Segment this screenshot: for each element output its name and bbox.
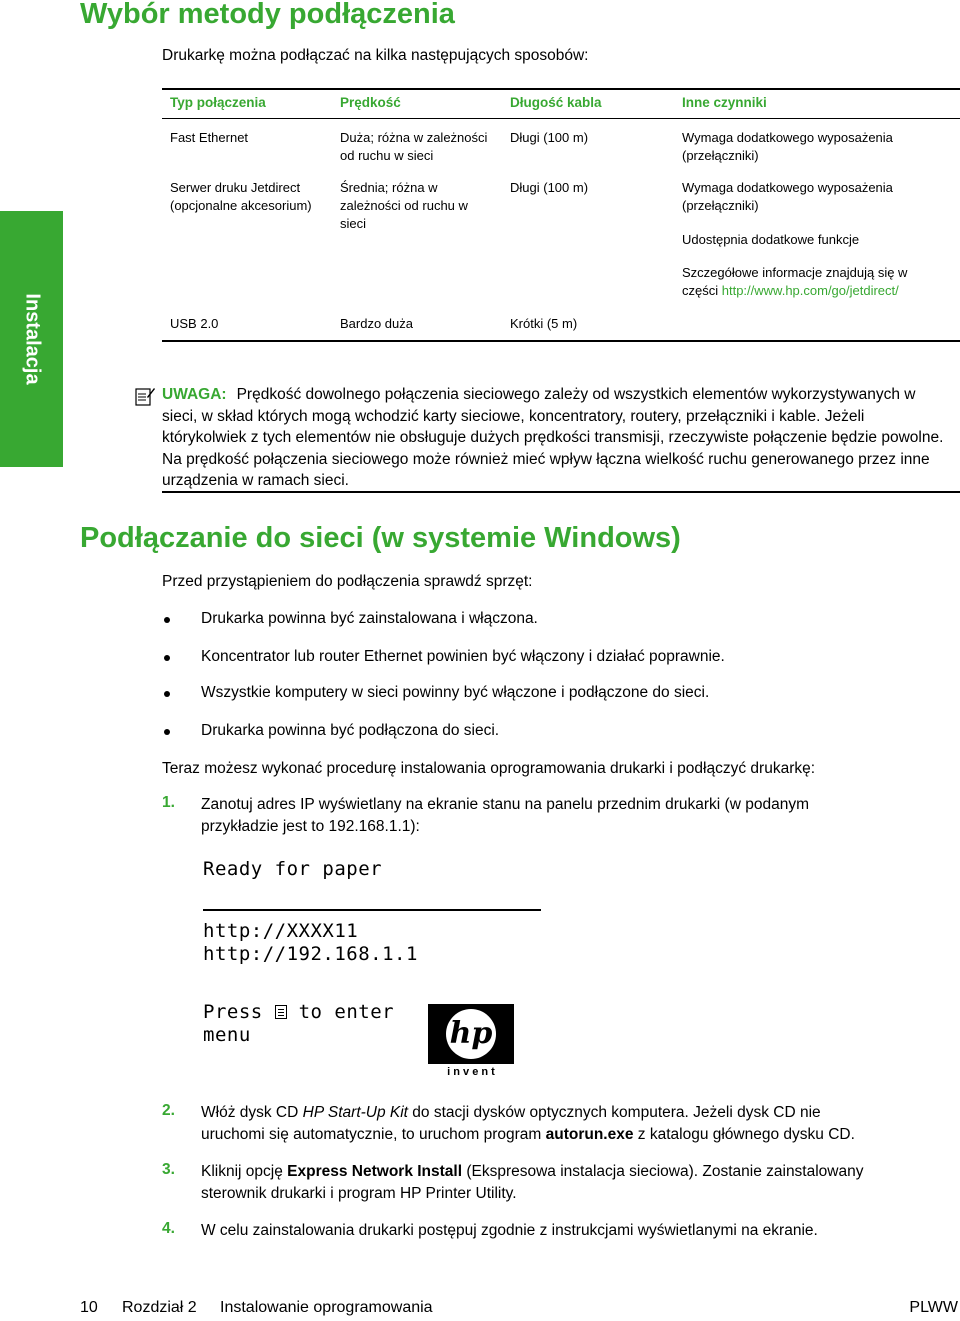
bullet-item: Drukarka powinna być podłączona do sieci. <box>201 722 500 739</box>
bullet-item: Wszystkie komputery w sieci powinny być włączone i podłączone do sieci. <box>201 684 710 701</box>
side-tab-label: Instalacja <box>21 293 43 385</box>
footer-chapter-title: Instalowanie oprogramowania <box>220 1299 433 1316</box>
step-2-italic: HP Start-Up Kit <box>302 1104 408 1121</box>
step-1-line2: przykładzie jest to 192.168.1.1): <box>201 818 420 835</box>
table-header <box>162 88 960 118</box>
step-1-text <box>201 794 809 838</box>
page-title: Wybór metody podłączenia <box>80 0 455 30</box>
step-3-mid: (Ekspresowa instalacja sieciowa). Zostanie zainstalowany <box>462 1163 864 1180</box>
row3-type: USB 2.0 <box>170 316 219 331</box>
row3-cable: Krótki (5 m) <box>510 316 578 331</box>
row2-speed: Średnia; różna w zależności od ruchu w sieci <box>340 180 468 231</box>
lcd-line-status: Ready for paper <box>203 858 383 880</box>
bullet-dot <box>164 691 170 697</box>
step-1-line1: Zanotuj adres IP wyświetlany na ekranie stanu na panelu przednim drukarki (w podanym <box>201 796 809 813</box>
hp-logo <box>428 1004 514 1082</box>
footer-page-number: 10 <box>80 1299 98 1316</box>
note-text: Prędkość dowolnego połączenia sieciowego zależy od wszystkich elementów wykorzystywanych w sieci, w skład których mogą wchodzić karty sieciowe, koncentratory, routery, przełączniki i kable. Jeżeli którykolwiek z tych elementów nie obsługuje dużych prędkości transmisji, rzeczywiste połączenie będzie powolne. Na prędkość połączenia sieciowego może również mieć wpływ łączna wielkość ruchu generowanego przez inne urządzenia w ramach sieci. <box>162 386 944 489</box>
row2-other-features: Udostępnia dodatkowe funkcje <box>682 232 860 247</box>
step-2-line2b: z katalogu głównego dysku CD. <box>633 1126 855 1143</box>
section-intro: Przed przystąpieniem do podłączenia sprawdź sprzęt: <box>162 573 533 590</box>
bullet-item: Drukarka powinna być zainstalowana i włączona. <box>201 610 538 627</box>
step-2-text <box>201 1102 855 1146</box>
table-header-rule <box>162 118 960 119</box>
note-rule <box>162 491 960 493</box>
intro-text: Drukarkę można podłączać na kilka następujących sposobów: <box>162 47 589 64</box>
step-3-text <box>201 1161 864 1205</box>
bullet-dot <box>164 655 170 661</box>
step-3-pre: Kliknij opcję <box>201 1163 288 1180</box>
step-number: 1. <box>162 794 175 811</box>
lcd-line-press <box>203 1001 394 1023</box>
table-bottom-rule <box>162 340 960 342</box>
row2-type: Serwer druku Jetdirect (opcjonalne akcesorium) <box>170 180 312 213</box>
step-3-line2: sterownik drukarki i program HP Printer Utility. <box>201 1185 517 1202</box>
lcd-line-url1: http://XXXX11 <box>203 920 359 942</box>
bullet-item: Koncentrator lub router Ethernet powinien być włączony i działać poprawnie. <box>201 648 725 665</box>
step-4-text: W celu zainstalowania drukarki postępuj zgodnie z instrukcjami wyświetlanymi na ekranie. <box>201 1222 818 1239</box>
lcd-divider <box>203 909 541 911</box>
row1-cable: Długi (100 m) <box>510 130 589 145</box>
jetdirect-link[interactable]: http://www.hp.com/go/jetdirect/ <box>721 283 899 298</box>
step-2-mid: do stacji dysków optycznych komputera. Jeżeli dysk CD nie <box>408 1104 821 1121</box>
step-number: 2. <box>162 1102 175 1119</box>
footer-chapter: Rozdział 2 <box>122 1299 197 1316</box>
row2-other-details <box>682 264 942 300</box>
section-title: Podłączanie do sieci (w systemie Windows) <box>80 522 681 554</box>
step-2-pre: Włóż dysk CD <box>201 1104 303 1121</box>
row3-speed: Bardzo duża <box>340 316 413 331</box>
step-3-bold: Express Network Install <box>287 1163 463 1180</box>
hp-logo-text: hp <box>449 1016 493 1051</box>
row1-other: Wymaga dodatkowego wyposażenia (przełączniki) <box>682 130 893 163</box>
step-3-line1 <box>201 1161 864 1183</box>
step-2-line2 <box>201 1124 855 1146</box>
lcd-line-menu: menu <box>203 1024 251 1046</box>
side-tab <box>0 211 63 467</box>
table-header-cable: Długość kabla <box>510 95 602 110</box>
table-header-speed: Prędkość <box>340 95 401 110</box>
row1-type: Fast Ethernet <box>170 130 249 145</box>
row2-other: Wymaga dodatkowego wyposażenia (przełączniki) <box>682 180 893 213</box>
table-header-type: Typ połączenia <box>170 95 266 110</box>
table-header-other: Inne czynniki <box>682 95 767 110</box>
row2-details-text: Szczegółowe informacje znajdują się w części <box>682 265 908 298</box>
note-block <box>162 384 952 492</box>
footer-right: PLWW <box>909 1299 958 1316</box>
bullet-dot <box>164 729 170 735</box>
hp-logo-tagline: i n v e n t <box>447 1066 495 1078</box>
hp-logo-box <box>428 1004 514 1064</box>
step-number: 3. <box>162 1161 175 1178</box>
steps-lead: Teraz możesz wykonać procedurę instalowania oprogramowania drukarki i podłączyć drukarkę: <box>162 760 816 777</box>
lcd-press-label: Press <box>203 1001 263 1023</box>
step-2-line2a: uruchomi się automatycznie, to uruchom program <box>201 1126 546 1143</box>
row2-cable: Długi (100 m) <box>510 180 589 195</box>
row1-speed: Duża; różna w zależności od ruchu w sieci <box>340 130 488 163</box>
step-2-line1 <box>201 1102 855 1124</box>
bullet-dot <box>164 617 170 623</box>
lcd-line-url2: http://192.168.1.1 <box>203 943 418 965</box>
enter-key-icon <box>275 1005 287 1019</box>
lcd-press-suffix: to enter <box>298 1001 395 1023</box>
note-icon <box>135 386 155 406</box>
step-2-bold: autorun.exe <box>545 1126 634 1143</box>
note-label: UWAGA: <box>162 386 227 403</box>
step-number: 4. <box>162 1220 175 1237</box>
